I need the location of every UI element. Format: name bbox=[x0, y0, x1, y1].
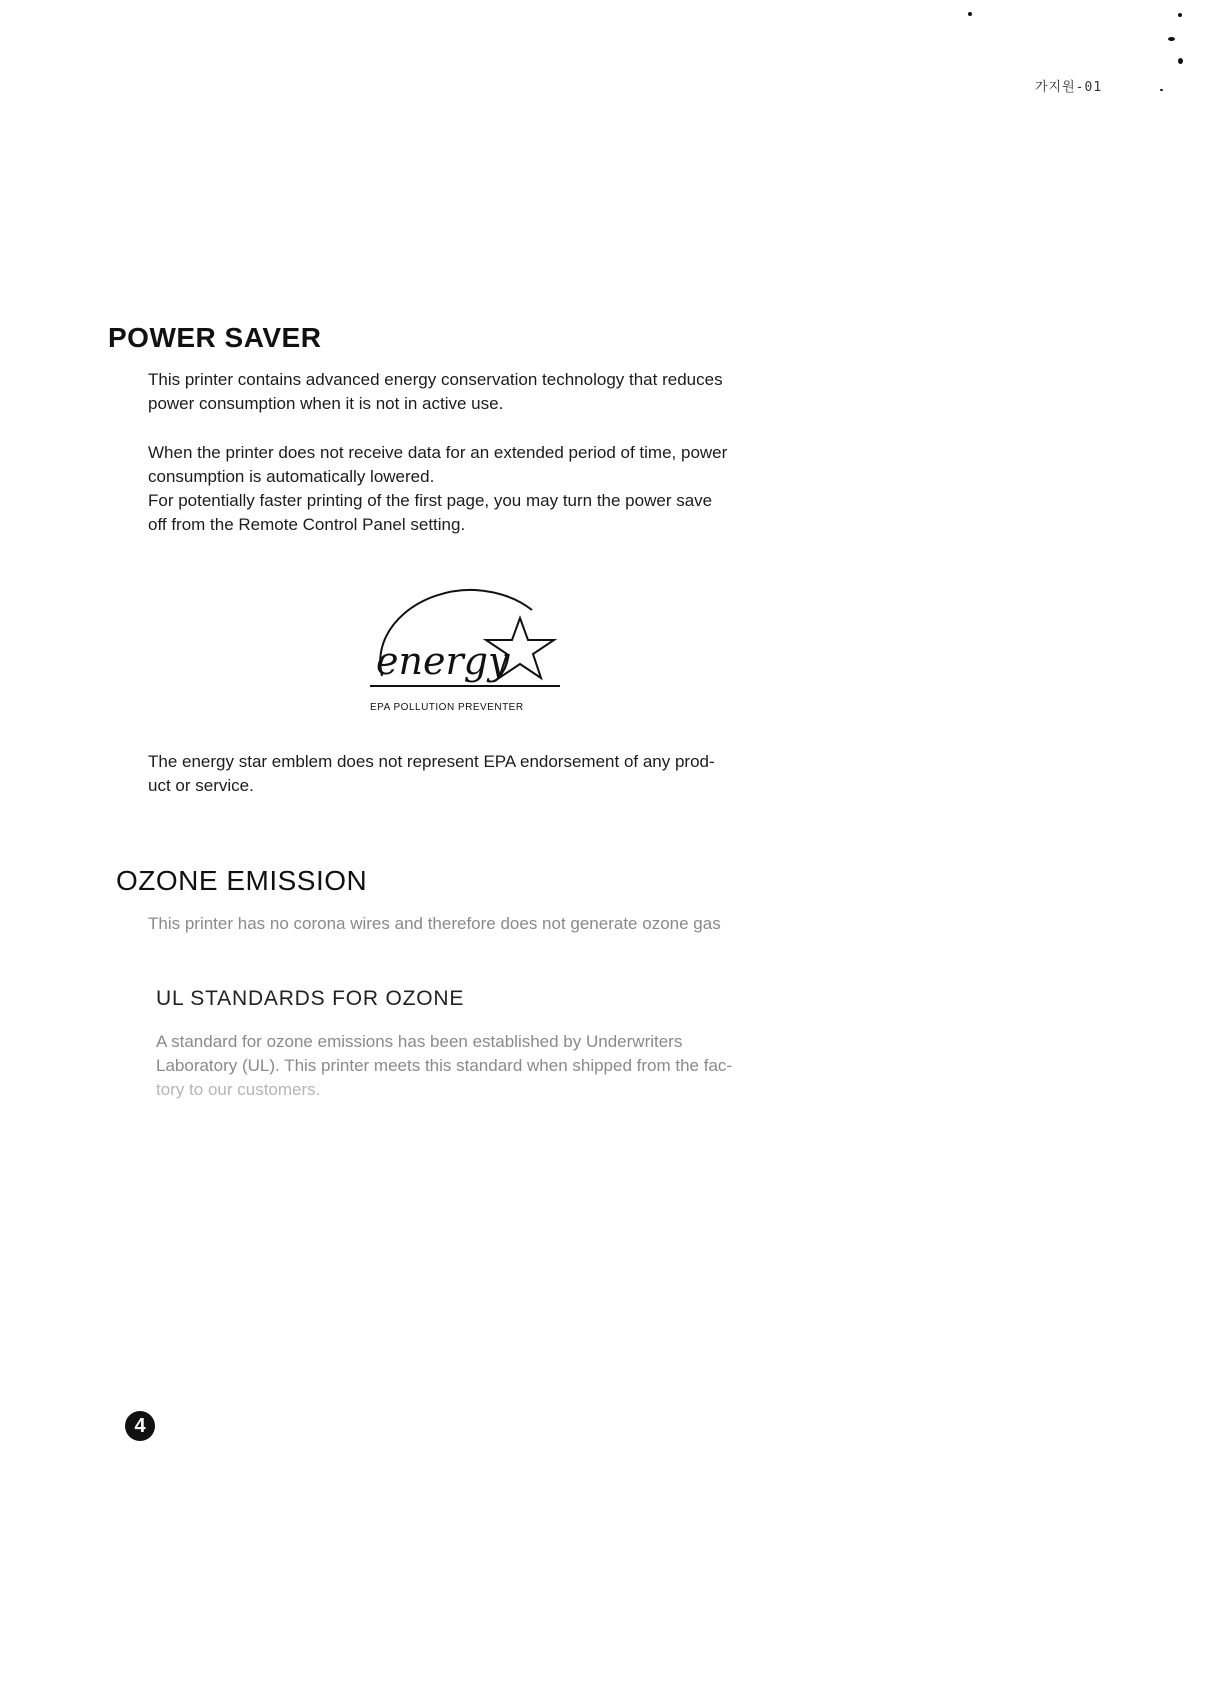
energy-star-logo bbox=[360, 578, 570, 718]
ozone-paragraph bbox=[148, 912, 721, 936]
scan-speck bbox=[1178, 13, 1182, 17]
power-saver-paragraph-2 bbox=[148, 441, 727, 537]
energy-star-emblem-icon bbox=[360, 578, 570, 702]
energy-star-disclaimer bbox=[148, 750, 715, 798]
ul-standards-paragraph bbox=[156, 1030, 732, 1102]
page-number-badge: 4 bbox=[125, 1411, 155, 1441]
logo-script-text: energy bbox=[376, 639, 510, 683]
text-line: This printer has no corona wires and therefore does not generate ozone gas bbox=[148, 914, 721, 933]
scan-speck bbox=[1160, 89, 1163, 91]
section-heading-power-saver: POWER SAVER bbox=[108, 322, 322, 353]
text-line: A standard for ozone emissions has been established by Underwriters bbox=[156, 1032, 683, 1051]
scan-speck bbox=[968, 12, 972, 16]
text-line: tory to our customers. bbox=[156, 1080, 321, 1099]
text-line: consumption is automatically lowered. bbox=[148, 467, 435, 486]
subheading-ul-standards: UL STANDARDS FOR OZONE bbox=[156, 987, 465, 1010]
text-line: power consumption when it is not in active use. bbox=[148, 394, 504, 413]
scan-speck bbox=[1178, 58, 1183, 64]
text-line: uct or service. bbox=[148, 776, 254, 795]
page-code: 가지원-01 bbox=[1035, 80, 1103, 95]
text-line: off from the Remote Control Panel setting. bbox=[148, 515, 466, 534]
text-line: The energy star emblem does not represent EPA endorsement of any prod- bbox=[148, 752, 715, 771]
text-line: Laboratory (UL). This printer meets this standard when shipped from the fac- bbox=[156, 1056, 733, 1075]
text-line: For potentially faster printing of the first page, you may turn the power save bbox=[148, 491, 713, 510]
section-heading-ozone-emission: OZONE EMISSION bbox=[116, 865, 368, 896]
scan-speck bbox=[1168, 37, 1175, 41]
text-line: This printer contains advanced energy conservation technology that reduces bbox=[148, 370, 723, 389]
logo-caption: EPA POLLUTION PREVENTER bbox=[370, 702, 524, 713]
text-line: When the printer does not receive data for an extended period of time, power bbox=[148, 443, 728, 462]
power-saver-paragraph-1 bbox=[148, 368, 723, 416]
